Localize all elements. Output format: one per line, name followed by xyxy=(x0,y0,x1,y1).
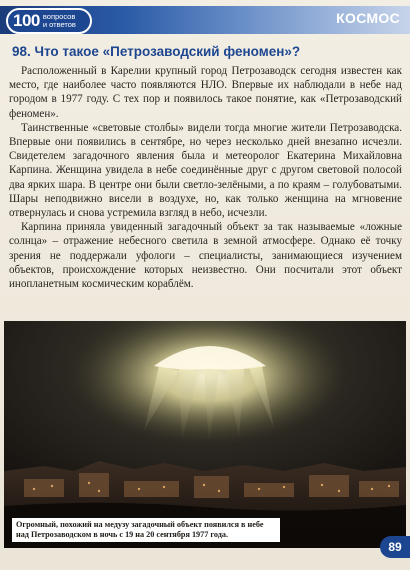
series-line-2: и ответов xyxy=(42,20,76,29)
paragraph-2: Таинственные «световые столбы» видели тогда многие жители Петрозаводска. Впервые они появились в сентябре, но через несколько дней внезапно исчезли. Свидетелем загадочного явления была и метеоролог Екатерина Михайловна Карпина. Женщина увидела в небе соединённые друг с другом световой полосой два ярких шара. В центре они были светло-зелёными, а по краям – голубоватыми. Шары неподвижно висели в воздухе, но, как только женщина на мгновение отвернулась и снова устремила взгляд в небо, исчезли. xyxy=(9,121,402,220)
night-sky-illustration xyxy=(4,321,406,548)
paragraph-1: Расположенный в Карелии крупный город Петрозаводск сегодня известен как место, где наиболее часто появляются НЛО. Впервые их наблюдали в небе над городом в 1977 году. С тех пор и появилось такое понятие, как «Петрозаводский феномен». xyxy=(9,65,402,120)
page-number: 89 xyxy=(380,536,410,558)
series-subtitle xyxy=(43,13,76,29)
paragraph-3: Карпина приняла увиденный загадочный объект за так называемые «ложные солнца» – отражение небесного светила в земной атмосфере. Однако её точку зрения не поддержали уфологи – специалисты, занимающиеся изучением объектов, происхождение которых неизвестно. Они посчитали этот объект инопланетным космическим кораблём. xyxy=(9,221,402,291)
series-line-1: вопросов xyxy=(42,12,76,21)
article-body xyxy=(9,64,402,291)
article-title: 98. Что такое «Петрозаводский феномен»? xyxy=(12,44,301,59)
series-number: 100 xyxy=(13,11,40,30)
series-badge xyxy=(6,8,92,34)
ufo-photo xyxy=(4,321,406,548)
photo-caption: Огромный, похожий на медузу загадочный объект появился в небе над Петрозаводском в ночь с 19 на 20 сентября 1977 года. xyxy=(12,518,280,542)
section-title: КОСМОС xyxy=(336,10,400,26)
